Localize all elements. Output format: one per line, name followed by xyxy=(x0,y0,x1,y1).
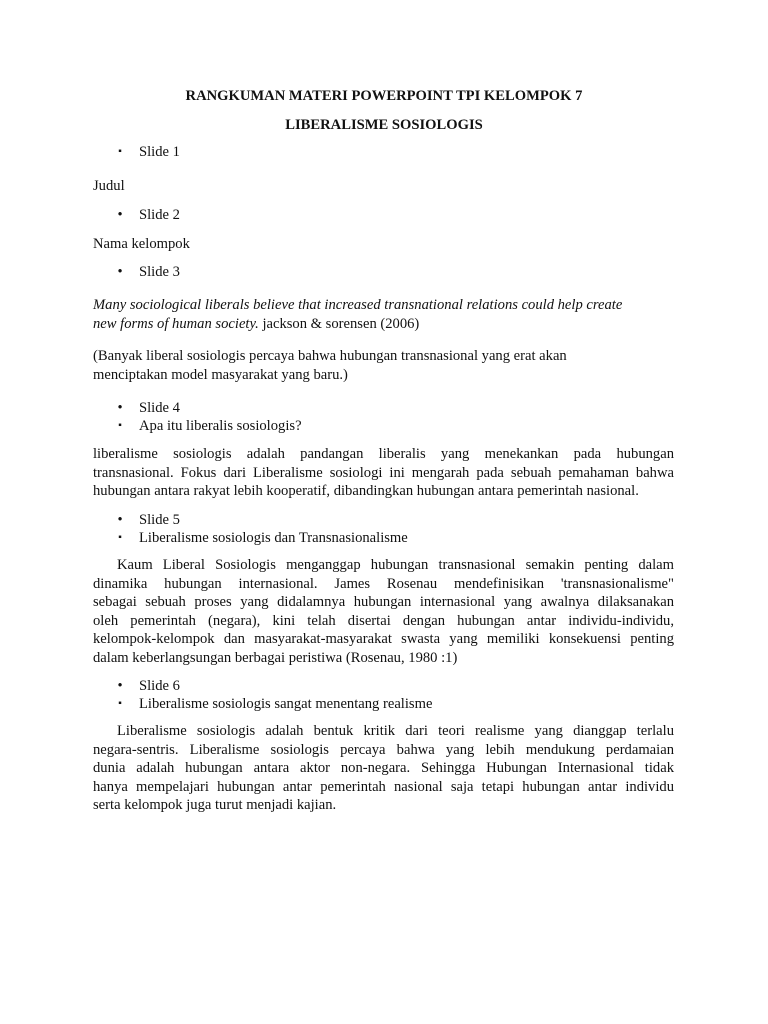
paragraph-line: negara-sentris. Liberalisme sosiologis percaya bahwa yang lebih mendukung perdamaian xyxy=(93,741,674,758)
paragraph-line: dalam keberlangsungan berbagai peristiwa (Rosenau, 1980 :1) xyxy=(93,649,458,666)
square-bullet-icon: ▪ xyxy=(118,420,122,431)
slide-2-content: Nama kelompok xyxy=(93,236,190,252)
paragraph-line: transnasional. Fokus dari Liberalisme sosiologi ini mengarah pada sebuah pemahaman bahwa xyxy=(93,464,674,481)
slide-5-paragraph xyxy=(93,556,674,667)
paragraph-line: hanya mempelajari hubungan antar pemerintah nasional saja tetapi hubungan antar individu xyxy=(93,778,674,795)
slide-1-content: Judul xyxy=(93,178,125,194)
slide-4-paragraph xyxy=(93,445,674,501)
quote-line-2: new forms of human society. xyxy=(93,315,259,332)
slide-5-heading: Liberalisme sosiologis dan Transnasionalisme xyxy=(139,530,408,546)
paragraph-line: hubungan antara rakyat lebih kooperatif, dibandingkan hubungan antara pemerintah nasional. xyxy=(93,483,639,499)
square-bullet-icon: ▪ xyxy=(118,146,122,157)
paragraph-line: dinamika hubungan internasional. James Rosenau mendefinisikan 'transnasionalisme" xyxy=(93,575,674,592)
round-bullet-icon: • xyxy=(117,400,123,416)
document-title: RANGKUMAN MATERI POWERPOINT TPI KELOMPOK 7 xyxy=(185,88,583,104)
paragraph-line: kelompok-kelompok dan masyarakat-masyarakat swasta yang memiliki konsekuensi penting xyxy=(93,631,674,647)
paragraph-line: dunia adalah hubungan antara aktor non-negara. Sehingga Hubungan Internasional tidak xyxy=(93,760,674,776)
slide-4-heading: Apa itu liberalis sosiologis? xyxy=(139,418,302,434)
slide-4-label: Slide 4 xyxy=(139,400,180,416)
round-bullet-icon: • xyxy=(117,207,123,223)
slide-6-bullet xyxy=(0,677,768,696)
slide-4-heading-bullet xyxy=(0,417,768,436)
slide-3-label: Slide 3 xyxy=(139,264,180,280)
slide-3-translation xyxy=(93,347,674,384)
paragraph-line: oleh pemerintah (negara), kini telah disertai dengan hubungan antar individu-individu, xyxy=(93,612,674,629)
slide-2-label: Slide 2 xyxy=(139,207,180,223)
round-bullet-icon: • xyxy=(117,512,123,528)
slide-1-label: Slide 1 xyxy=(139,144,180,160)
slide-4-bullet xyxy=(0,399,768,418)
quote-line-1: Many sociological liberals believe that increased transnational relations could help create xyxy=(93,297,623,313)
slide-6-heading-bullet xyxy=(0,695,768,714)
slide-5-heading-bullet xyxy=(0,529,768,548)
slide-1-bullet xyxy=(0,143,768,162)
paragraph-line: Liberalisme sosiologis adalah bentuk kritik dari teori realisme yang dianggap terlalu xyxy=(117,723,674,739)
paragraph-line: serta kelompok juga turut menjadi kajian. xyxy=(93,797,337,813)
round-bullet-icon: • xyxy=(117,678,123,694)
round-bullet-icon: • xyxy=(117,264,123,280)
document-subtitle: LIBERALISME SOSIOLOGIS xyxy=(285,117,483,133)
slide-6-heading: Liberalisme sosiologis sangat menentang realisme xyxy=(139,696,433,712)
translation-line-1: (Banyak liberal sosiologis percaya bahwa hubungan transnasional yang erat akan xyxy=(93,348,567,364)
slide-3-bullet xyxy=(0,263,768,282)
quote-citation: jackson & sorensen (2006) xyxy=(258,315,420,332)
square-bullet-icon: ▪ xyxy=(118,532,122,543)
slide-6-paragraph xyxy=(93,722,674,815)
paragraph-line: sebagai sebuah proses yang didalamnya hubungan internasional yang awalnya dilaksanakan xyxy=(93,594,674,610)
slide-5-bullet xyxy=(0,511,768,530)
slide-3-quote xyxy=(93,296,674,333)
paragraph-line: liberalisme sosiologis adalah pandangan liberalis yang menekankan pada hubungan xyxy=(93,446,674,462)
translation-line-2: menciptakan model masyarakat yang baru.) xyxy=(93,366,348,383)
paragraph-line: Kaum Liberal Sosiologis menganggap hubungan transnasional semakin penting dalam xyxy=(117,557,674,573)
slide-5-label: Slide 5 xyxy=(139,512,180,528)
slide-6-label: Slide 6 xyxy=(139,678,180,694)
square-bullet-icon: ▪ xyxy=(118,698,122,709)
slide-2-bullet xyxy=(0,206,768,225)
